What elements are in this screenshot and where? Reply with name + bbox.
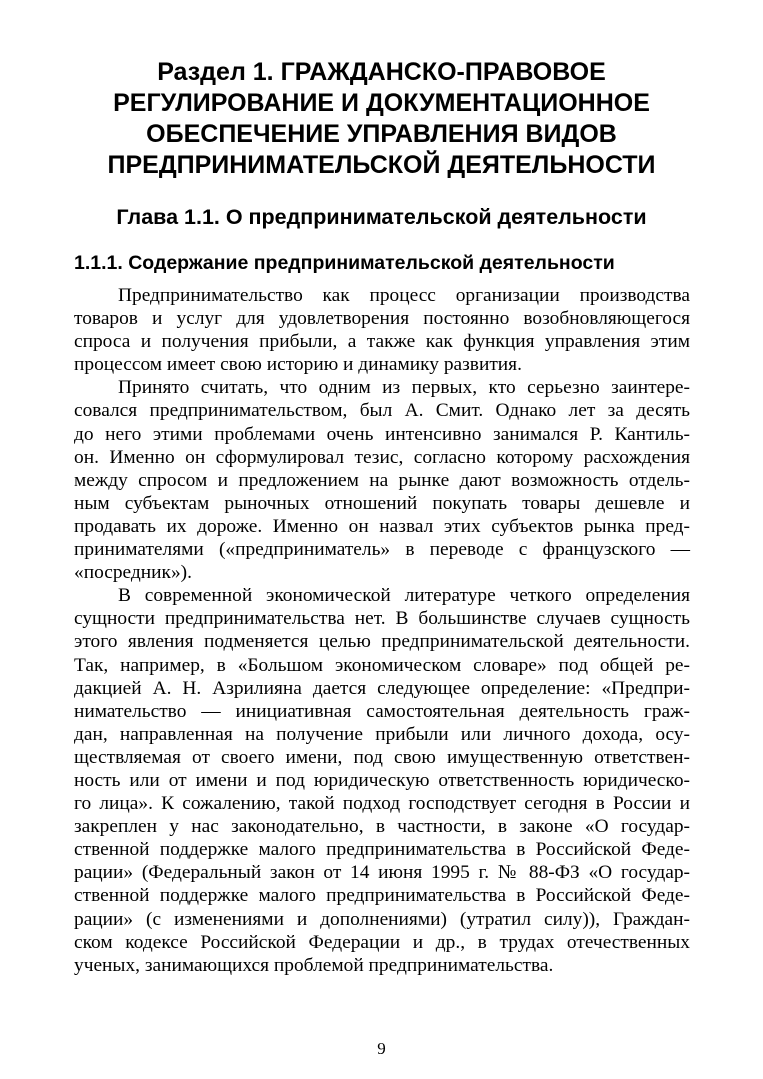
text-line: спроса и получения прибыли, а также как функция управления этим bbox=[74, 331, 690, 353]
text-line: сущности предпринимательства нет. В большинстве случаев сущность bbox=[74, 608, 690, 630]
paragraph bbox=[74, 584, 690, 977]
text-line: рации» (с изменениями и дополнениями) (утратил силу)), Граждан- bbox=[74, 908, 690, 930]
text-line: продавать их дороже. Именно он назвал этих субъектов рынка пред- bbox=[74, 515, 690, 537]
text-line: дакцией А. Н. Азрилияна дается следующее определение: «Предпри- bbox=[74, 677, 690, 699]
text-line: этого явления подменяется целью предпринимательской деятельности. bbox=[74, 631, 690, 653]
text-line: Предпринимательство как процесс организации производства bbox=[118, 285, 690, 306]
subsection-title: 1.1.1. Содержание предпринимательской деятельности bbox=[74, 252, 615, 274]
text-line: ственной поддержке малого предпринимательства в Российской Феде- bbox=[74, 839, 690, 861]
text-line: ществляемая от своего имени, под свою имущественную ответствен- bbox=[74, 746, 690, 768]
text-line: «посредник»). bbox=[74, 562, 192, 584]
text-line: ском кодексе Российской Федерации и др., в трудах отечественных bbox=[74, 931, 690, 953]
text-line: ным субъектам рыночных отношений покупать товары дешевле и bbox=[74, 492, 690, 514]
chapter-title: Глава 1.1. О предпринимательской деятельности bbox=[116, 205, 647, 229]
text-line: рации» (Федеральный закон от 14 июня 1995 г. № 88-ФЗ «О государ- bbox=[74, 862, 690, 884]
section-title-line: Раздел 1. ГРАЖДАНСКО-ПРАВОВОЕ bbox=[157, 58, 606, 86]
text-line: го лица». К сожалению, такой подход господствует сегодня в России и bbox=[74, 793, 690, 815]
body-text bbox=[74, 284, 690, 977]
text-line: совался предпринимательством, был А. Смит. Однако лет за десять bbox=[74, 400, 690, 422]
text-line: принимателями («предприниматель» в переводе с французского — bbox=[74, 539, 690, 561]
text-line: нимательство — инициативная самостоятельная деятельность граж- bbox=[74, 700, 690, 722]
page-number: 9 bbox=[377, 1039, 386, 1058]
section-title bbox=[40, 57, 723, 181]
paragraph bbox=[74, 284, 690, 376]
text-line: ученых, занимающихся проблемой предпринимательства. bbox=[74, 954, 554, 976]
text-line: дан, направленная на получение прибыли или личного дохода, осу- bbox=[74, 723, 690, 745]
text-line: между спросом и предложением на рынке дают возможность отдель- bbox=[74, 469, 690, 491]
text-line: Принято считать, что одним из первых, кто серьезно заинтере- bbox=[118, 377, 690, 399]
text-line: процессом имеет свою историю и динамику развития. bbox=[74, 354, 522, 376]
text-line: закреплен у нас законодательно, в частности, в законе «О государ- bbox=[74, 816, 690, 838]
text-line: до него этими проблемами очень интенсивно занимался Р. Кантиль- bbox=[74, 423, 690, 445]
text-line: ность или от имени и под юридическую ответственность юридическо- bbox=[74, 769, 690, 791]
text-line: товаров и услуг для удовлетворения постоянно возобновляющегося bbox=[74, 308, 690, 330]
text-line: Так, например, в «Большом экономическом словаре» под общей ре- bbox=[74, 654, 690, 676]
text-line: В современной экономической литературе четкого определения bbox=[118, 585, 690, 607]
paragraph bbox=[74, 376, 690, 584]
section-title-line: РЕГУЛИРОВАНИЕ И ДОКУМЕНТАЦИОННОЕ bbox=[113, 89, 650, 117]
text-line: он. Именно он сформулировал тезис, согласно которому расхождения bbox=[74, 446, 690, 468]
text-line: ственной поддержке малого предпринимательства в Российской Феде- bbox=[74, 885, 690, 907]
section-title-line: ОБЕСПЕЧЕНИЕ УПРАВЛЕНИЯ ВИДОВ bbox=[146, 120, 617, 148]
section-title-line: ПРЕДПРИНИМАТЕЛЬСКОЙ ДЕЯТЕЛЬНОСТИ bbox=[107, 151, 656, 179]
